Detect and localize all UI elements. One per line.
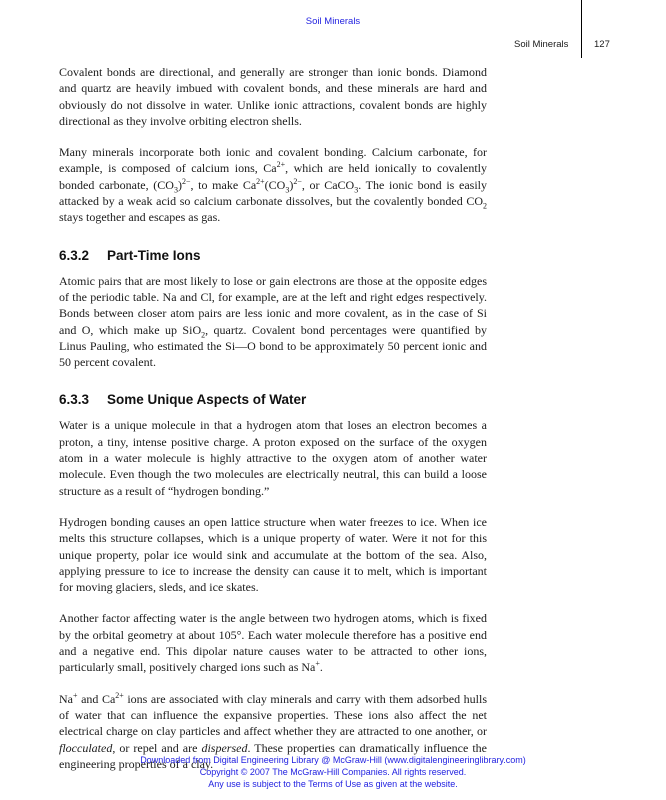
- footer-copyright-link[interactable]: Copyright © 2007 The McGraw-Hill Companies. All rights reserved.: [199, 767, 467, 778]
- book-title-link[interactable]: Soil Minerals: [305, 16, 361, 27]
- header-rule: [581, 0, 582, 58]
- running-head: Soil Minerals: [514, 39, 569, 50]
- paragraph-atomic-pairs: Atomic pairs that are most likely to lose or gain electrons are those at the opposite edges of the periodic table. Na and Cl, for example, are at the left and right edges respectively. Bonds between closer atom pairs are less ionic and more covalent, as in the case of Si and O, which make up SiO$_2$, quartz. Covalent bond percentages were quantified by Linus Pauling, who estimated the Si—O bond to be approximately 50 percent ionic and 50 percent covalent.: [59, 273, 487, 370]
- paragraph-covalent-bonds: Covalent bonds are directional, and generally are stronger than ionic bonds. Diamond and quartz are heavily imbued with covalent bonds, and these minerals are hard and obviously do not dissolve in water. Unlike ionic attractions, covalent bonds are highly directional as they involve orbiting electron shells.: [59, 65, 487, 128]
- page-body: [59, 64, 487, 772]
- section-heading-water: 6.3.3 Some Unique Aspects of Water: [59, 392, 307, 408]
- copyright-footer: [0, 754, 666, 791]
- footer-terms-link[interactable]: Any use is subject to the Terms of Use as given at the website.: [208, 779, 458, 790]
- paragraph-dipolar-nature: Another factor affecting water is the angle between two hydrogen atoms, which is fixed by the orbital geometry at about 105°. Each water molecule therefore has a positive end and a negative end. This dipolar nature causes water to be attracted to other ions, particularly small, positively charged ions such as Na+.: [59, 611, 487, 675]
- paragraph-water-molecule: Water is a unique molecule in that a hydrogen atom that loses an electron becomes a proton, a tiny, intense positive charge. A proton exposed on the surface of the oxygen atom in a water molecule is highly attractive to the oxygen atom of another water molecule. Even though the two molecules are electrically neutral, this can build a loose structure as a result of “hydrogen bonding.”: [59, 418, 487, 498]
- footer-download-link[interactable]: Downloaded from Digital Engineering Library @ McGraw-Hill (www.digitalengineeringlibrary.com): [140, 755, 526, 765]
- paragraph-calcium-carbonate: Many minerals incorporate both ionic and covalent bonding. Calcium carbonate, for example, is composed of calcium ions, $Ca^{2+}$, which are held ionically to covalently bonded carbonate, $(CO_3)^{2-}$, to make $Ca^{2+}(CO_3)^{2-}$, or CaCO$_3$. The ionic bond is easily attacked by a weak acid so calcium carbonate dissolves, but the covalently bonded $CO_2$ stays together and escapes as gas.: [59, 145, 487, 225]
- paragraph-hydrogen-bonding: Hydrogen bonding causes an open lattice structure when water freezes to ice. When ice melts this structure collapses, which is a unique property of water. Were it not for this unique property, polar ice would sink and accumulate at the bottom of the sea. Also, applying pressure to ice to increase the density can cause it to melt, which is important for moving glaciers, sleds, and ice skates.: [59, 514, 487, 595]
- paragraph-clay-ions: Na+ and $Ca^{2+}$ ions are associated with clay minerals and carry with them adsorbed hulls of water that can influence the expansive properties. These ions also affect the net electrical charge on clay particles and affect whether they are attracted to one another, or flocculated, or repel and are dispersed. These properties can dramatically influence the engineering properties of a clay.: [59, 690, 488, 771]
- page-number: 127: [594, 39, 610, 50]
- section-heading-part-time-ions: 6.3.2 Part-Time Ions: [59, 247, 201, 263]
